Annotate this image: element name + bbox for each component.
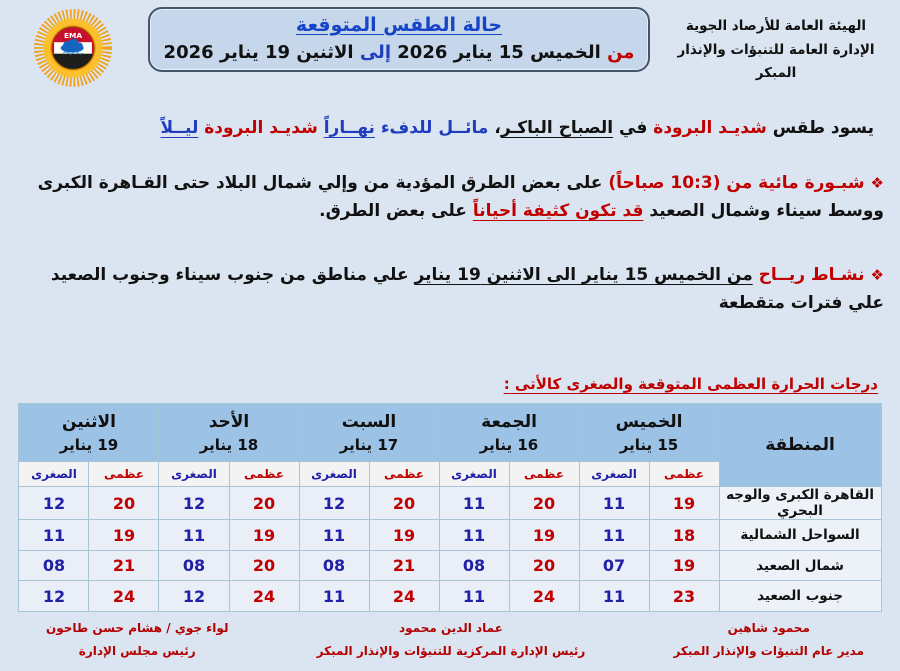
day-date: 19 يناير (59, 435, 119, 454)
temp-min: 08 (159, 550, 229, 581)
temp-min: 12 (159, 487, 229, 520)
day-header-thursday (579, 404, 719, 462)
wind-dates: من الخميس 15 يناير الى الاثنين 19 يناير (414, 265, 753, 286)
temp-max: 24 (229, 581, 299, 612)
diamond-bullet-icon: ❖ (870, 174, 884, 193)
temp-min: 11 (439, 581, 509, 612)
day-header-sunday (159, 404, 299, 462)
temp-min: 07 (579, 550, 649, 581)
temp-max: 21 (89, 550, 159, 581)
summary-very-cold-2: شديـد البرودة (198, 118, 324, 138)
temp-max: 20 (509, 487, 579, 520)
diamond-bullet-icon: ❖ (870, 266, 884, 285)
day-name: السبت (341, 412, 397, 433)
region-name: السواحل الشمالية (719, 520, 881, 551)
temp-max: 20 (229, 487, 299, 520)
temp-max: 19 (649, 487, 719, 520)
signature-name: عماد الدين محمود (399, 621, 503, 636)
fog-areas: على بعض الطرق المؤدية من وإلي شمال البلاد حتى القـاهرة الكبرى ووسط سيناء وشمال الصعيد (37, 173, 884, 222)
org-line-2: الإدارة العامة للتنبؤات والإنذار المبكر (677, 41, 875, 82)
temp-min: 08 (439, 550, 509, 581)
header (0, 0, 900, 89)
report-title: حالة الطقس المتوقعة (295, 14, 503, 36)
temp-max: 18 (649, 520, 719, 551)
signature-board-chairman (46, 617, 228, 663)
temp-min: 11 (579, 487, 649, 520)
summary-part: يسود طقس (766, 118, 874, 138)
region-name: القاهرة الكبرى والوجه البحري (719, 487, 881, 520)
weather-summary-text (22, 115, 874, 142)
summary-warm: مائــل للدفء (374, 118, 489, 138)
temp-min: 11 (159, 520, 229, 551)
temp-max: 19 (89, 520, 159, 551)
date-to: الاثنين 19 يناير 2026 (163, 42, 354, 63)
temp-min: 12 (299, 487, 369, 520)
temp-max: 21 (369, 550, 439, 581)
svg-text:EMA: EMA (63, 31, 83, 41)
temp-min: 11 (439, 520, 509, 551)
temp-max: 19 (229, 520, 299, 551)
table-row-cairo (19, 487, 881, 520)
org-name (660, 5, 892, 86)
max-label: عظمى (89, 462, 159, 487)
fog-time: شبـورة مائية من (10:3 صباحاً) (608, 173, 865, 194)
signature-title: رئيس مجلس الإدارة (78, 644, 196, 659)
temp-max: 24 (89, 581, 159, 612)
temp-min: 11 (439, 487, 509, 520)
day-name: الخميس (615, 412, 683, 433)
temps-heading: درجات الحرارة العظمى المتوقعة والصغرى كالأتى : (503, 375, 878, 394)
temp-max: 20 (509, 550, 579, 581)
logo-container (8, 5, 138, 89)
temp-max: 19 (649, 550, 719, 581)
temp-max: 23 (649, 581, 719, 612)
temps-table (18, 403, 881, 612)
summary-night: ليــلاً (160, 118, 199, 138)
summary-very-cold: شديـد البرودة (653, 118, 767, 138)
signature-name: لواء جوي / هشام حسن طاحون (46, 621, 229, 636)
wind-warning-text (16, 261, 884, 317)
temp-min: 08 (19, 550, 89, 581)
min-label: الصغرى (579, 462, 649, 487)
date-to-label: إلى (353, 42, 391, 63)
table-row-north-upper-egypt (19, 550, 881, 581)
day-date: 18 يناير (199, 435, 259, 454)
max-label: عظمى (509, 462, 579, 487)
max-label: عظمى (229, 462, 299, 487)
day-name: الاثنين (61, 412, 116, 433)
signature-director-general (673, 617, 864, 663)
day-name: الجمعة (481, 412, 537, 433)
summary-daytime: نهــاراً (323, 118, 375, 138)
temp-max: 20 (89, 487, 159, 520)
signature-name: محمود شاهين (727, 621, 810, 636)
signatures-footer (0, 617, 900, 663)
temp-min: 12 (159, 581, 229, 612)
temp-min: 11 (579, 520, 649, 551)
date-from: الخميس 15 يناير 2026 (390, 42, 601, 63)
min-label: الصغرى (19, 462, 89, 487)
day-name: الأحد (208, 412, 250, 433)
wind-areas: علي مناطق من جنوب سيناء وجنوب الصعيد علي فترات متقطعة (50, 265, 884, 314)
date-from-label: من (600, 42, 635, 63)
temp-min: 11 (19, 520, 89, 551)
temp-max: 20 (229, 550, 299, 581)
signature-central-admin-head (317, 617, 586, 663)
max-label: عظمى (369, 462, 439, 487)
day-date: 17 يناير (339, 435, 399, 454)
min-label: الصغرى (159, 462, 229, 487)
min-label: الصغرى (439, 462, 509, 487)
fog-dense-warning: قد تكون كثيفة أحياناً (472, 201, 644, 222)
org-line-1: الهيئة العامة للأرصاد الجوية (685, 18, 867, 34)
temp-min: 11 (299, 520, 369, 551)
wind-activity: نشـاط ريــاح (752, 265, 865, 286)
day-header-row (19, 404, 881, 462)
title-box (148, 7, 650, 72)
temp-max: 24 (509, 581, 579, 612)
region-name: جنوب الصعيد (719, 581, 881, 612)
temp-min: 12 (19, 581, 89, 612)
signature-title: مدير عام التنبؤات والإنذار المبكر (673, 644, 864, 659)
temp-min: 11 (579, 581, 649, 612)
table-row-south-upper-egypt (19, 581, 881, 612)
temp-min: 11 (299, 581, 369, 612)
fog-warning-text (16, 169, 884, 225)
day-date: 16 يناير (479, 435, 539, 454)
table-row-north-coasts (19, 520, 881, 551)
report-date-range (160, 42, 638, 63)
day-header-friday (439, 404, 579, 462)
temp-max: 24 (369, 581, 439, 612)
summary-early-morning: الصباح الباكـر (500, 118, 614, 138)
temp-min: 08 (299, 550, 369, 581)
max-label: عظمى (649, 462, 719, 487)
region-name: شمال الصعيد (719, 550, 881, 581)
day-date: 15 يناير (619, 435, 679, 454)
day-header-saturday (299, 404, 439, 462)
signature-title: رئيس الإدارة المركزية للتنبؤات والإنذار المبكر (316, 644, 586, 659)
temp-max: 19 (509, 520, 579, 551)
summary-part: في (613, 118, 654, 138)
temp-max: 20 (369, 487, 439, 520)
day-header-monday (19, 404, 159, 462)
temp-min: 12 (19, 487, 89, 520)
ema-logo-icon (30, 7, 116, 89)
temp-max: 19 (369, 520, 439, 551)
summary-part: ، (488, 118, 501, 138)
fog-roads: على بعض الطرق. (319, 201, 473, 222)
region-column-header: المنطقة (719, 404, 881, 487)
min-label: الصغرى (299, 462, 369, 487)
